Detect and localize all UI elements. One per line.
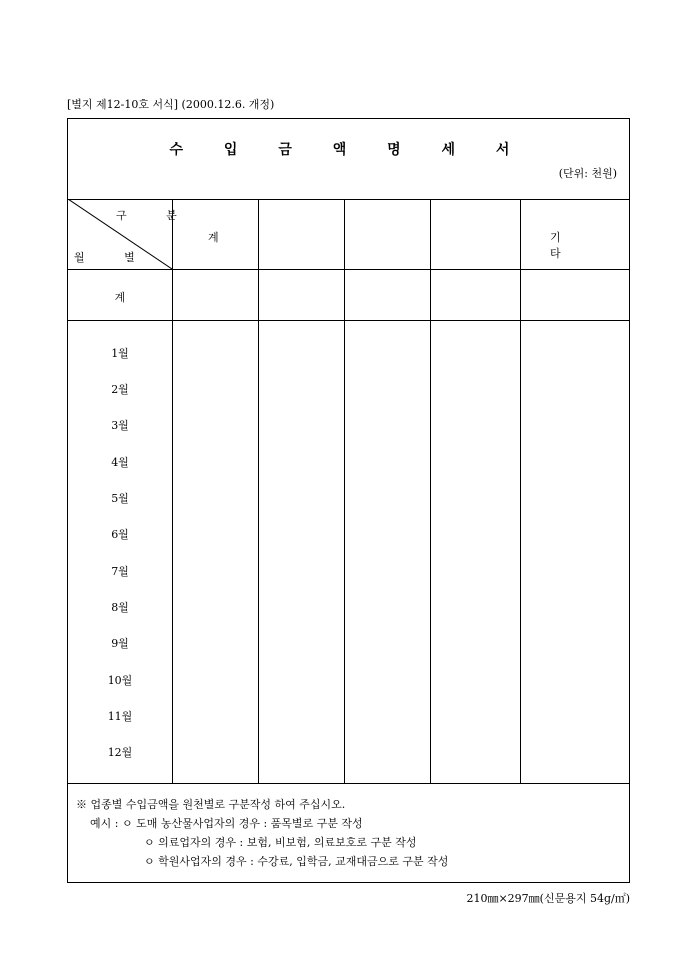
header-other-label: 기 타 bbox=[550, 231, 581, 260]
month-label: 1월 bbox=[111, 347, 129, 360]
col-divider-5 bbox=[520, 199, 521, 783]
month-label: 9월 bbox=[111, 637, 129, 650]
month-label: 4월 bbox=[111, 456, 129, 469]
total-row-rule bbox=[68, 320, 629, 321]
month-label: 10월 bbox=[107, 674, 133, 687]
header-category-label: 구 분 bbox=[116, 209, 195, 222]
form-title: 수 입 금 액 명 세 서 bbox=[169, 142, 528, 158]
month-label: 6월 bbox=[111, 528, 129, 541]
month-label: 7월 bbox=[111, 565, 129, 578]
month-label: 11월 bbox=[107, 710, 133, 723]
form-reference: [별지 제12-10호 서식] (2000.12.6. 개정) bbox=[67, 98, 275, 111]
month-label: 8월 bbox=[111, 601, 129, 614]
col-divider-1 bbox=[172, 199, 173, 783]
col-divider-2 bbox=[258, 199, 259, 783]
table-bottom-rule bbox=[68, 783, 629, 784]
month-label: 2월 bbox=[111, 383, 129, 396]
month-label: 3월 bbox=[111, 419, 129, 432]
total-row-label: 계 bbox=[114, 291, 126, 304]
col-divider-4 bbox=[430, 199, 431, 783]
instruction-line: ※ 업종별 수입금액을 원천별로 구분작성 하여 주십시오. bbox=[76, 798, 346, 811]
month-label: 5월 bbox=[111, 492, 129, 505]
instruction-line: 예시 : ㅇ 도매 농산물사업자의 경우 : 품목별로 구분 작성 bbox=[90, 817, 363, 830]
unit-label: (단위: 천원) bbox=[558, 167, 617, 180]
instructions bbox=[76, 795, 448, 871]
instruction-line: ㅇ 의료업자의 경우 : 보험, 비보험, 의료보호로 구분 작성 bbox=[144, 836, 417, 849]
income-statement-form bbox=[67, 118, 630, 883]
col-divider-3 bbox=[344, 199, 345, 783]
instruction-line: ㅇ 학원사업자의 경우 : 수강료, 입학금, 교재대금으로 구분 작성 bbox=[144, 855, 449, 868]
header-bottom-rule bbox=[68, 269, 629, 270]
header-month-label: 월 별 bbox=[74, 251, 153, 264]
header-total-label: 계 bbox=[208, 231, 219, 244]
month-label: 12월 bbox=[107, 746, 133, 759]
paper-spec: 210㎜×297㎜(신문용지 54g/㎡) bbox=[466, 892, 630, 905]
